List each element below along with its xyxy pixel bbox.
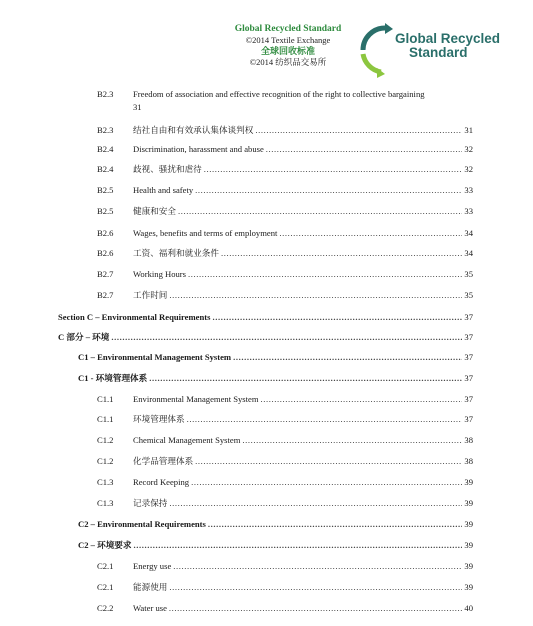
toc-page-number: 32: [464, 144, 473, 154]
toc-entry[interactable]: [133, 247, 473, 259]
toc-number: C1.1: [97, 414, 114, 424]
toc-entry-text: 歧视、骚扰和虐待: [133, 164, 202, 174]
toc-entry[interactable]: [133, 163, 473, 175]
toc-page-number: 35: [464, 269, 473, 279]
toc-leader-dots: [169, 602, 463, 614]
toc-page-number: 39: [464, 519, 473, 529]
toc-leader-dots: [212, 311, 462, 323]
toc-page-number: 37: [464, 414, 473, 424]
toc-entry-text: Chemical Management System: [133, 435, 241, 445]
toc-number: B2.4: [97, 144, 114, 154]
toc-leader-dots: [191, 476, 462, 488]
toc-number: C2.1: [97, 561, 114, 571]
toc-leader-dots: [279, 227, 462, 239]
toc-entry[interactable]: [58, 311, 473, 323]
toc-leader-dots: [195, 184, 462, 196]
toc-number: C1.2: [97, 456, 114, 466]
toc-entry[interactable]: [133, 413, 473, 425]
toc-leader-dots: [261, 393, 463, 405]
toc-page-number: 40: [464, 603, 473, 613]
toc-number: C1.2: [97, 435, 114, 445]
toc-number: C1.3: [97, 498, 114, 508]
toc-page-number: 39: [464, 477, 473, 487]
toc-entry[interactable]: [58, 331, 473, 343]
toc-leader-dots: [204, 163, 463, 175]
toc-entry-text: Water use: [133, 603, 167, 613]
toc-leader-dots: [195, 455, 462, 467]
toc-leader-dots: [188, 268, 462, 280]
toc-leader-dots: [169, 497, 462, 509]
toc-entry[interactable]: [78, 518, 473, 530]
toc-number: B2.6: [97, 248, 114, 258]
toc-entry[interactable]: [133, 143, 473, 155]
toc-entry-text: Wages, benefits and terms of employment: [133, 228, 278, 238]
toc-leader-dots: [242, 434, 462, 446]
toc-leader-dots: [111, 331, 462, 343]
toc-page-number: 37: [464, 373, 473, 383]
toc-page-number: 35: [464, 290, 473, 300]
toc-entry[interactable]: [133, 227, 473, 239]
toc-number: B2.4: [97, 164, 114, 174]
toc-leader-dots: [173, 560, 462, 572]
toc-entry-text: Health and safety: [133, 185, 194, 195]
toc-page-number: 39: [464, 540, 473, 550]
toc-entry[interactable]: [78, 539, 473, 551]
toc-entry-text: 工作时间: [133, 290, 168, 300]
toc-page-number: 38: [464, 456, 473, 466]
toc-page-number: 32: [464, 164, 473, 174]
toc-entry-text: 化学品管理体系: [133, 456, 194, 466]
logo-line-1: Global Recycled: [395, 31, 501, 46]
toc-entry[interactable]: [133, 393, 473, 405]
toc-entry-text: 结社自由和有效承认集体谈判权: [133, 125, 254, 135]
toc-entry[interactable]: [133, 124, 473, 136]
toc-entry-text: Discrimination, harassment and abuse: [133, 144, 264, 154]
toc-leader-dots: [133, 539, 462, 551]
toc-leader-dots: [266, 143, 463, 155]
toc-page-number: 37: [464, 394, 473, 404]
toc-entry[interactable]: [133, 455, 473, 467]
toc-entry[interactable]: [78, 351, 473, 363]
toc-page-number: 37: [464, 312, 473, 322]
toc-entry[interactable]: [133, 205, 473, 217]
toc-leader-dots: [221, 247, 462, 259]
toc-entry[interactable]: [133, 184, 473, 196]
toc-page-number: 31: [464, 125, 473, 135]
toc-entry-text: C1 - 环境管理体系: [78, 373, 148, 383]
toc-entry-text: C2 – 环境要求: [78, 540, 132, 550]
toc-entry-text: Section C – Environmental Requirements: [58, 312, 211, 322]
toc-number: B2.5: [97, 185, 114, 195]
toc-number: B2.5: [97, 206, 114, 216]
toc-entry-text: C 部分 – 环境: [58, 332, 110, 342]
toc-entry-text: Environmental Management System: [133, 394, 259, 404]
toc-entry-text: 能源使用: [133, 582, 168, 592]
toc-number: C1.3: [97, 477, 114, 487]
toc-leader-dots: [149, 372, 462, 384]
toc-leader-dots: [169, 289, 462, 301]
toc-number: C1.1: [97, 394, 114, 404]
toc-entry[interactable]: [133, 581, 473, 593]
toc-page-number: 37: [464, 352, 473, 362]
header-title-en: Global Recycled Standard: [234, 24, 342, 34]
toc-entry[interactable]: [133, 434, 473, 446]
toc-entry-text: Energy use: [133, 561, 172, 571]
header-title-cn: 全球回收标准: [260, 46, 315, 56]
toc-number: B2.3: [97, 89, 114, 99]
toc-number: B2.7: [97, 269, 114, 279]
toc-entry[interactable]: [133, 560, 473, 572]
toc-number: C2.1: [97, 582, 114, 592]
toc-entry-text: 健康和安全: [133, 206, 176, 216]
toc-page-number: 34: [464, 248, 473, 258]
toc-entry[interactable]: [78, 372, 473, 384]
toc-entry[interactable]: [133, 476, 473, 488]
toc-page-number[interactable]: 31: [133, 102, 142, 112]
toc-entry-text: 工资、福利和就业条件: [133, 248, 219, 258]
toc-page-number: 33: [464, 206, 473, 216]
toc-page-number: 38: [464, 435, 473, 445]
header-copyright-cn: ©2014 纺织品交易所: [249, 57, 327, 67]
toc-entry-text: C1 – Environmental Management System: [78, 352, 232, 362]
logo-line-2: Standard: [409, 45, 468, 60]
toc-leader-dots: [208, 518, 463, 530]
toc-number: B2.7: [97, 290, 114, 300]
toc-number: C2.2: [97, 603, 114, 613]
toc-entry[interactable]: [133, 268, 473, 280]
toc-entry[interactable]: [133, 497, 473, 509]
toc-number: B2.6: [97, 228, 114, 238]
toc-number: B2.3: [97, 125, 114, 135]
toc-page-number: 37: [464, 332, 473, 342]
toc-leader-dots: [255, 124, 462, 136]
toc-entry-text: 记录保持: [133, 498, 168, 508]
header-copyright-en: ©2014 Textile Exchange: [245, 35, 331, 45]
toc-entry-text: C2 – Environmental Requirements: [78, 519, 206, 529]
toc-leader-dots: [233, 351, 462, 363]
toc-entry[interactable]: [133, 289, 473, 301]
toc-leader-dots: [178, 205, 462, 217]
toc-entry-text: Working Hours: [133, 269, 187, 279]
toc-entry-text: 环境管理体系: [133, 414, 185, 424]
toc-page-number: 39: [464, 498, 473, 508]
toc-page-number: 39: [464, 582, 473, 592]
toc-entry-text: Record Keeping: [133, 477, 190, 487]
toc-leader-dots: [169, 581, 462, 593]
toc-entry-text[interactable]: Freedom of association and effective recognition of the right to collective bargaining: [133, 89, 425, 99]
toc-entry[interactable]: [133, 602, 473, 614]
toc-leader-dots: [187, 413, 463, 425]
toc-page-number: 33: [464, 185, 473, 195]
toc-page-number: 34: [464, 228, 473, 238]
toc-page-number: 39: [464, 561, 473, 571]
